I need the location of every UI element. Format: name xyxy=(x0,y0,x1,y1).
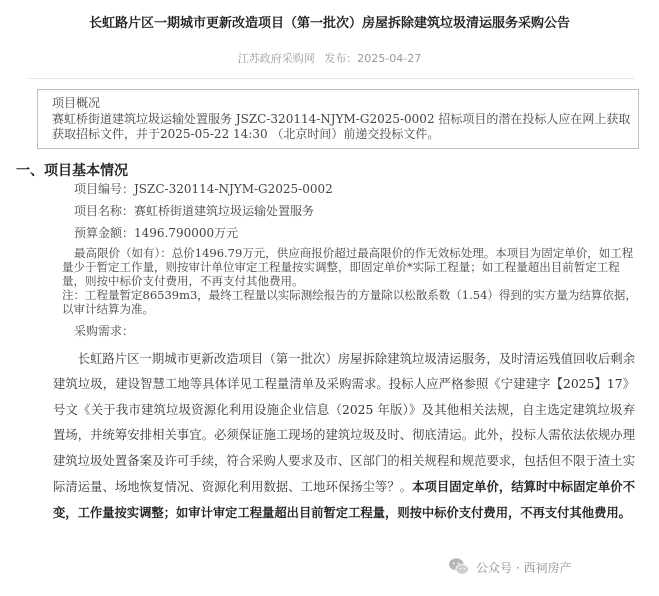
publish-source[interactable]: 江苏政府采购网 xyxy=(237,52,315,65)
page-title: 长虹路片区一期城市更新改造项目（第一批次）房屋拆除建筑垃圾清运服务采购公告 xyxy=(88,16,570,31)
budget-amount: 预算金额：1496.790000万元 xyxy=(74,226,239,240)
publish-date: 发布：2025-04-27 xyxy=(324,52,422,65)
project-name: 项目名称：赛虹桥街道建筑垃圾运输处置服务 xyxy=(74,204,315,218)
section-heading: 一、项目基本情况 xyxy=(16,163,128,179)
requirements-text xyxy=(53,347,635,527)
requirements-plain: 长虹路片区一期城市更新改造项目（第一批次）房屋拆除建筑垃圾清运服务，及时清运残值回收后剩余建筑垃圾，建设智慧工地等具体详见工程量清单及采购需求。投标人应严格参照《宁建建字【2025】17》号文《关于我市建筑垃圾资源化利用设施企业信息（2025 年版）》及其他相关法规，自主选定建筑垃圾弃置场，并统筹安排相关事宜。必须保证施工现场的建筑垃圾及时、彻底清运。此外，投标人需依法依规办理建筑垃圾处置备案及许可手续，符合采购人要求及市、区部门的相关规程和规范要求，包括但不限于渣土实际清运量、场地恢复情况、资源化利用数据、工地环保扬尘等？。 xyxy=(53,352,635,495)
quantity-note: 注：工程量暂定86539m3，最终工程量以实际测绘报告的方量除以松散系数（1.54）得到的实方量为结算依据，以审计结算为准。 xyxy=(62,288,637,316)
wechat-watermark xyxy=(448,556,571,578)
overview-text: 赛虹桥街道建筑垃圾运输处置服务 JSZC-320114-NJYM-G2025-0002 招标项目的潜在投标人应在网上获取 获取招标文件，并于2025-05-22 14:30 （北京时间）前递交投标文件。 xyxy=(52,112,631,141)
watermark-text: 公众号 · 西祠房产 xyxy=(476,560,572,575)
divider xyxy=(28,78,634,79)
max-price-note: 最高限价（如有）：总价1496.79万元，供应商报价超过最高限价的作无效标处理。本项目为固定单价，如工程量少于暂定工作量，则按审计单位审定工程量按实调整，即固定单价*实际工程量；如工程量超出目前暂定工程量，则按中标价支付费用，不再支付其他费用。 xyxy=(62,246,634,288)
requirements-label: 采购需求： xyxy=(74,324,135,338)
overview-label: 项目概况 xyxy=(52,96,101,110)
publish-meta xyxy=(0,50,659,66)
price-notes xyxy=(62,246,640,316)
wechat-icon xyxy=(448,557,470,577)
requirements-bold: 本项目固定单价，结算时中标固定单价不变，工作量按实调整；如审计审定工程量超出目前暂定工程量，则按中标价支付费用，不再支付其他费用。 xyxy=(53,479,635,521)
project-number: 项目编号：JSZC-320114-NJYM-G2025-0002 xyxy=(74,182,333,196)
